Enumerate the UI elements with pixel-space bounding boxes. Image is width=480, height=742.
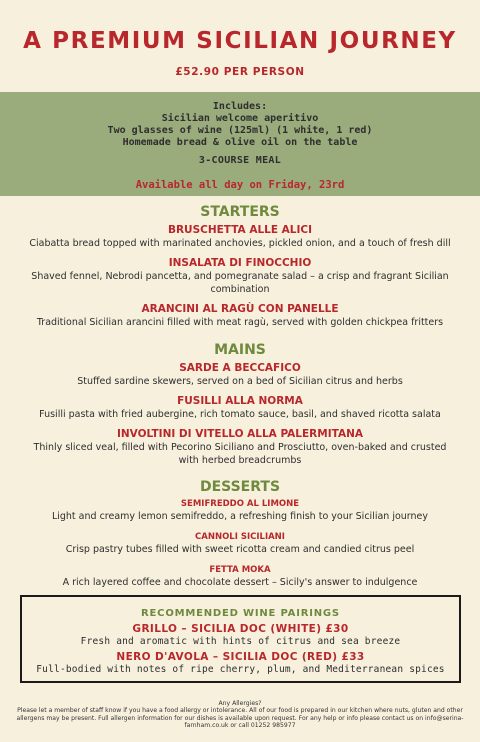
- allergy-heading: Any Allergies?: [218, 700, 262, 707]
- price-per-person: £52.90 PER PERSON: [175, 66, 305, 78]
- availability-text: Available all day on Friday, 23rd: [135, 179, 345, 191]
- dish-name: CANNOLI SICILIANI: [195, 532, 285, 542]
- course-label: 3-COURSE MEAL: [198, 155, 282, 166]
- dish-description: Crisp pastry tubes filled with sweet ricotta cream and candied citrus peel: [65, 544, 415, 555]
- includes-band: [0, 92, 480, 196]
- starters-section: [0, 203, 480, 329]
- wine-name: NERO D'AVOLA – SICILIA DOC (RED) £33: [116, 651, 365, 663]
- dish-description: Light and creamy lemon semifreddo, a refreshing finish to your Sicilian journey: [51, 511, 429, 522]
- dish-description: A rich layered coffee and chocolate dessert – Sicily's answer to indulgence: [62, 577, 418, 588]
- dish-description: Shaved fennel, Nebrodi pancetta, and pomegranate salad – a crisp and fragrant Sicilian combination: [31, 271, 449, 295]
- wine-name: GRILLO – SICILIA DOC (WHITE) £30: [132, 623, 349, 635]
- section-title-starters: STARTERS: [200, 204, 280, 220]
- dish-name: INVOLTINI DI VITELLO ALLA PALERMITANA: [116, 428, 363, 440]
- dish-name: INSALATA DI FINOCCHIO: [168, 257, 312, 269]
- dish-description: Thinly sliced veal, filled with Pecorino Siciliano and Prosciutto, oven-baked and crusted with herbed breadcrumbs: [33, 442, 447, 466]
- dish-name: FUSILLI ALLA NORMA: [177, 395, 303, 407]
- includes-line: Homemade bread & olive oil on the table: [122, 137, 358, 148]
- dish-description: Traditional Sicilian arancini filled with meat ragù, served with golden chickpea fritters: [36, 317, 444, 328]
- includes-line: Sicilian welcome aperitivo: [161, 113, 319, 124]
- wine-pairings-box: [20, 595, 461, 683]
- desserts-section: [0, 478, 480, 589]
- dish-name: SARDE A BECCAFICO: [179, 362, 301, 374]
- dish-name: SEMIFREDDO AL LIMONE: [180, 499, 300, 509]
- includes-heading: Includes:: [212, 101, 268, 112]
- allergy-footer: [8, 700, 472, 730]
- menu-sections: [0, 203, 480, 589]
- mains-section: [0, 341, 480, 467]
- allergy-text: Please let a member of staff know if you have a food allergy or intolerance. All of our food is prepared in our kitchen where nuts, gluten and other allergens may be present. Full allergen information for our dishes is available upon request. For any help or info please contact us on info@serina-farnham.co.uk or call 01252 985977: [16, 707, 464, 730]
- dish-name: BRUSCHETTA ALLE ALICI: [167, 224, 313, 236]
- includes-line: Two glasses of wine (125ml) (1 white, 1 red): [107, 125, 373, 136]
- wine-description: Fresh and aromatic with hints of citrus and sea breeze: [80, 636, 401, 647]
- dish-description: Ciabatta bread topped with marinated anchovies, pickled onion, and a touch of fresh dill: [29, 238, 451, 249]
- wine-pairings-title: RECOMMENDED WINE PAIRINGS: [141, 608, 340, 619]
- wine-description: Full-bodied with notes of ripe cherry, plum, and Mediterranean spices: [36, 664, 445, 675]
- section-title-mains: MAINS: [214, 342, 266, 358]
- section-title-desserts: DESSERTS: [199, 479, 281, 495]
- dish-name: FETTA MOKA: [209, 565, 271, 575]
- dish-description: Stuffed sardine skewers, served on a bed of Sicilian citrus and herbs: [77, 376, 403, 387]
- dish-description: Fusilli pasta with fried aubergine, rich tomato sauce, basil, and shaved ricotta salata: [39, 409, 441, 420]
- dish-name: ARANCINI AL RAGÙ CON PANELLE: [141, 303, 339, 315]
- menu-title: A PREMIUM SICILIAN JOURNEY: [23, 28, 457, 54]
